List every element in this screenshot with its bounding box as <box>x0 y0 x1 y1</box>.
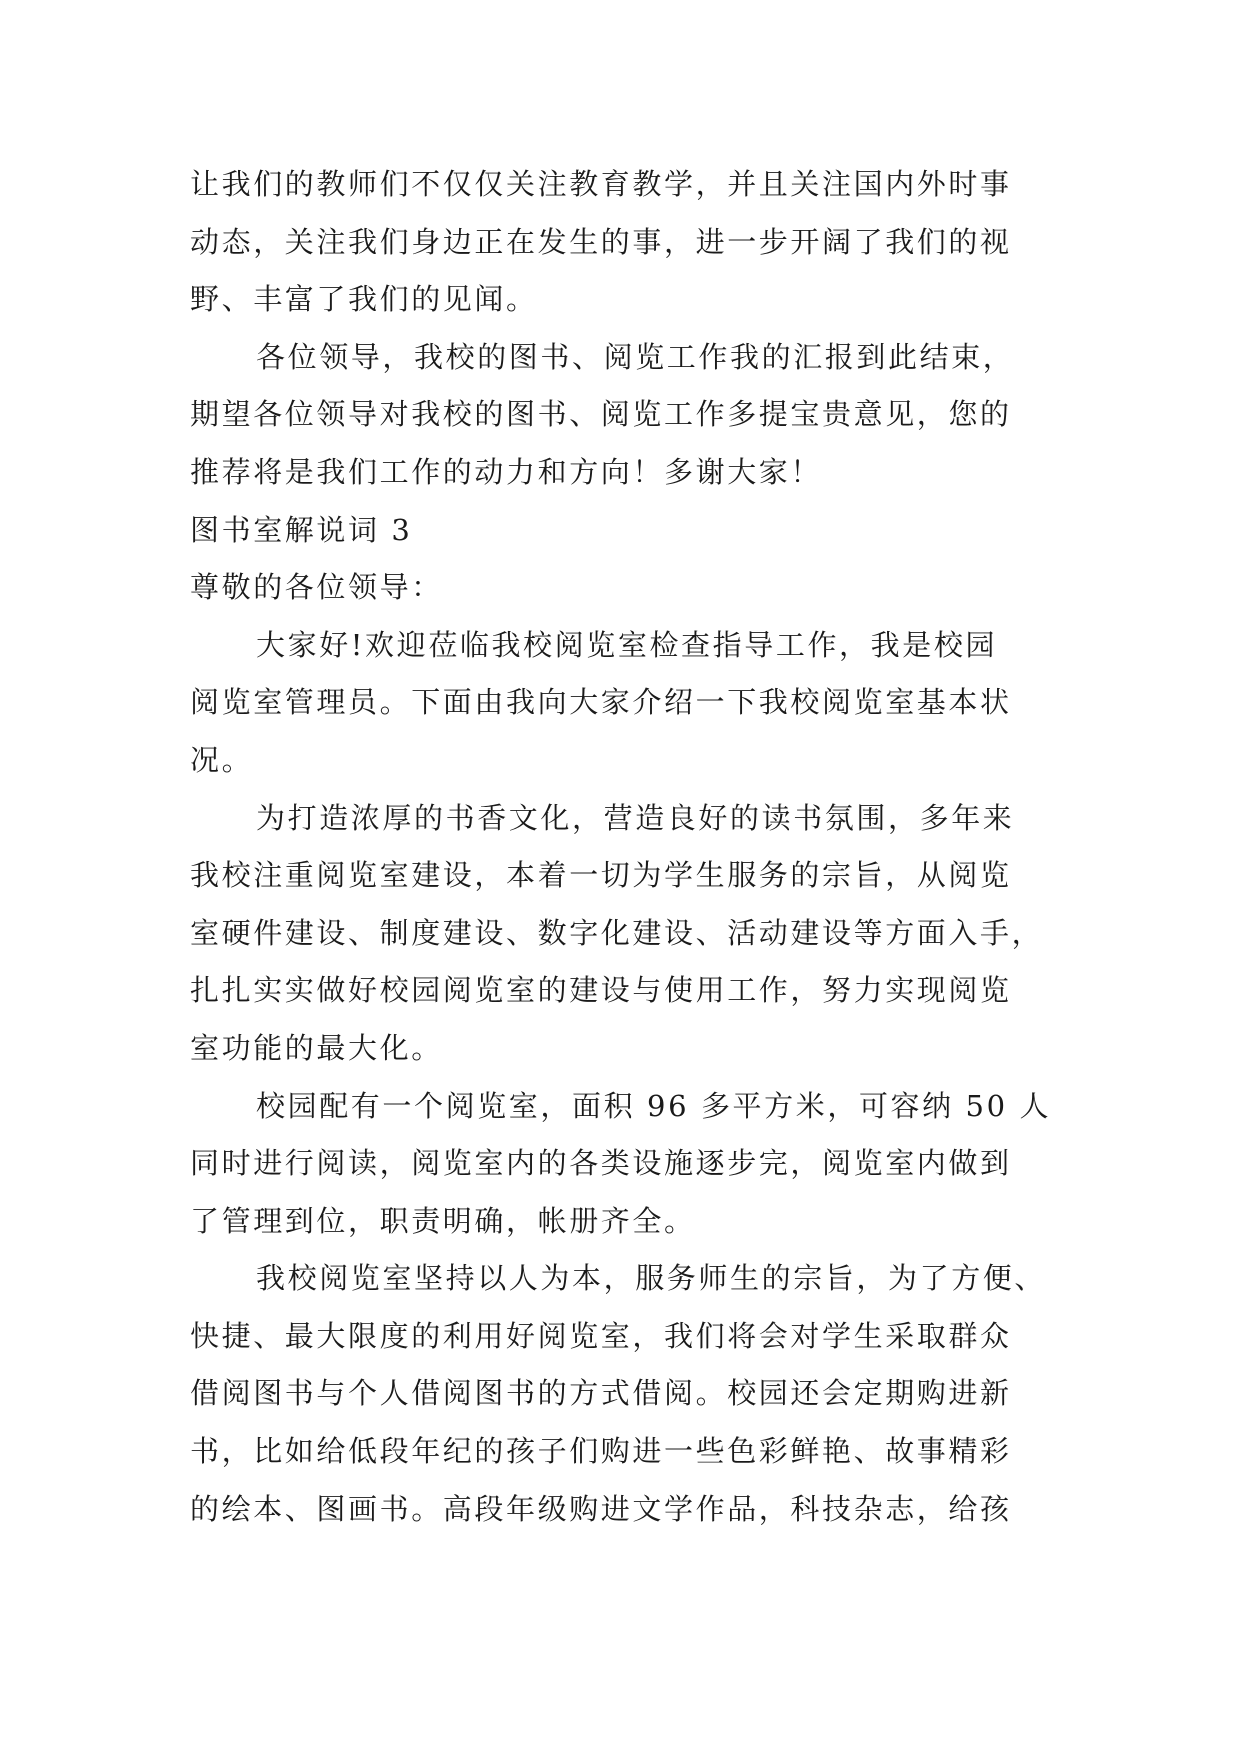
section-heading: 图书室解说词 3 <box>190 512 413 547</box>
text-line: 况。 <box>190 742 254 777</box>
text-line: 借阅图书与个人借阅图书的方式借阅。校园还会定期购进新 <box>190 1376 1012 1411</box>
text-line: 推荐将是我们工作的动力和方向！多谢大家！ <box>190 454 823 489</box>
text-line: 阅览室管理员。下面由我向大家介绍一下我校阅览室基本状 <box>190 685 1012 720</box>
paragraph-first-line: 大家好!欢迎莅临我校阅览室检查指导工作，我是校园 <box>256 627 998 662</box>
text-line: 我校注重阅览室建设，本着一切为学生服务的宗旨，从阅览 <box>190 858 1012 893</box>
text-line: 同时进行阅读，阅览室内的各类设施逐步完，阅览室内做到 <box>190 1146 1012 1181</box>
text-line: 室功能的最大化。 <box>190 1030 443 1065</box>
text-line: 了管理到位，职责明确，帐册齐全。 <box>190 1203 696 1238</box>
paragraph-first-line: 我校阅览室坚持以人为本，服务师生的宗旨，为了方便、 <box>256 1261 1047 1296</box>
text-line: 快捷、最大限度的利用好阅览室，我们将会对学生采取群众 <box>190 1318 1012 1353</box>
text-line: 期望各位领导对我校的图书、阅览工作多提宝贵意见，您的 <box>190 397 1012 432</box>
salutation: 尊敬的各位领导： <box>190 570 443 605</box>
text-line: 室硬件建设、制度建设、数字化建设、活动建设等方面入手， <box>190 915 1044 950</box>
text-line: 动态，关注我们身边正在发生的事，进一步开阔了我们的视 <box>190 224 1012 259</box>
document-body <box>190 156 1050 1538</box>
text-line: 让我们的教师们不仅仅关注教育教学，并且关注国内外时事 <box>190 167 1012 201</box>
text-line: 扎扎实实做好校园阅览室的建设与使用工作，努力实现阅览 <box>190 973 1012 1008</box>
text-line: 书，比如给低段年纪的孩子们购进一些色彩鲜艳、故事精彩 <box>190 1434 1012 1469</box>
text-line: 野、丰富了我们的见闻。 <box>190 282 538 317</box>
paragraph-first-line: 各位领导，我校的图书、阅览工作我的汇报到此结束， <box>256 339 1015 374</box>
paragraph-first-line: 校园配有一个阅览室，面积 96 多平方米，可容纳 50 人 <box>256 1088 1052 1123</box>
paragraph-first-line: 为打造浓厚的书香文化，营造良好的读书氛围，多年来 <box>256 800 1015 835</box>
text-line: 的绘本、图画书。高段年级购进文学作品，科技杂志，给孩 <box>190 1491 1012 1526</box>
